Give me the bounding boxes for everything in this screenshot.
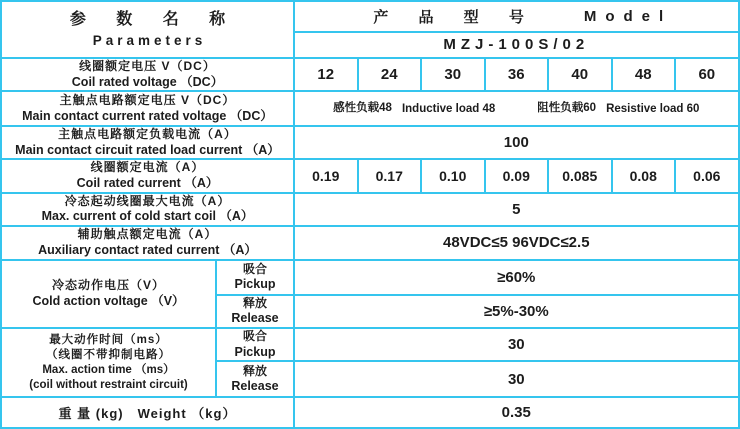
- auxiliary-contact-current-label-zh: 辅助触点额定电流（A）: [77, 227, 218, 242]
- max-action-time-label-zh2: （线圈不带抑制电路）: [46, 349, 171, 362]
- main-contact-load-current-value: 100: [294, 126, 739, 159]
- cold-action-pickup-subheader: [216, 260, 294, 295]
- main-contact-voltage-label-en: Main contact current rated voltage （DC）: [22, 108, 273, 123]
- release-label-zh: 释放: [242, 295, 267, 310]
- cold-action-voltage-label-en: Cold action voltage （V）: [32, 293, 185, 308]
- coil-current-value: 0.08: [612, 159, 676, 192]
- model-number-cell: [294, 32, 739, 58]
- weight-label: 重 量 (kg) Weight （kg）: [58, 405, 237, 421]
- cold-start-current-label: [1, 193, 294, 226]
- resistive-load-en: Resistive load 60: [606, 102, 700, 115]
- max-action-pickup-value: 30: [294, 328, 739, 361]
- coil-rated-current-label-zh: 线圈额定电流（A）: [90, 160, 205, 175]
- cold-action-release-value: ≥5%-30%: [294, 295, 739, 328]
- coil-current-value: 0.09: [485, 159, 549, 192]
- max-action-time-label-en2: (coil without restraint circuit): [29, 378, 188, 391]
- main-contact-voltage-label: [1, 91, 294, 126]
- max-action-time-label: [1, 328, 216, 397]
- main-contact-voltage-label-zh: 主触点电路额定电压 V（DC）: [59, 93, 236, 108]
- main-contact-load-current-label: [1, 126, 294, 159]
- cold-start-current-row: [1, 193, 739, 226]
- coil-rated-voltage-row: [1, 58, 739, 91]
- cold-action-voltage-pickup-row: [1, 260, 739, 295]
- inductive-load-en: Inductive load 48: [401, 102, 496, 115]
- coil-rated-voltage-label-zh: 线圈额定电压 V（DC）: [79, 59, 216, 73]
- pickup-label-en: Pickup: [234, 277, 276, 292]
- coil-current-value: 0.17: [358, 159, 422, 192]
- model-title-en: Model: [583, 8, 673, 25]
- coil-voltage-value: 48: [612, 58, 676, 91]
- cold-start-current-value: 5: [294, 193, 739, 226]
- coil-rated-current-label: [1, 159, 294, 192]
- coil-rated-current-label-en: Coil rated current （A）: [76, 176, 219, 191]
- coil-voltage-value: 30: [421, 58, 485, 91]
- max-action-pickup-subheader: [216, 328, 294, 361]
- parameters-title-zh: 参 数 名 称: [69, 11, 239, 29]
- model-number: MZJ-100S/02: [443, 36, 590, 53]
- coil-rated-current-row: [1, 159, 739, 192]
- coil-voltage-value: 24: [358, 58, 422, 91]
- main-contact-voltage-row: [1, 91, 739, 126]
- coil-voltage-value: 36: [485, 58, 549, 91]
- inductive-load-zh: 感性负载48: [333, 102, 392, 115]
- cold-action-release-subheader: [216, 295, 294, 328]
- pickup-label-zh: 吸合: [242, 261, 267, 276]
- cold-start-current-label-zh: 冷态起动线圈最大电流（A）: [64, 193, 231, 208]
- main-contact-load-current-label-zh: 主触点电路额定负载电流（A）: [58, 127, 237, 142]
- release-label-en: Release: [231, 379, 279, 394]
- max-action-time-label-en: Max. action time （ms）: [42, 364, 175, 377]
- main-contact-load-current-label-en: Main contact circuit rated load current （A）: [15, 142, 280, 157]
- coil-voltage-value: 12: [294, 58, 358, 91]
- cold-action-pickup-value: ≥60%: [294, 260, 739, 295]
- pickup-label-zh: 吸合: [242, 329, 267, 344]
- coil-current-value: 0.06: [675, 159, 739, 192]
- cold-start-current-label-en: Max. current of cold start coil （A）: [41, 209, 254, 224]
- parameters-title-en: Parameters: [92, 33, 207, 49]
- weight-row: [1, 397, 739, 428]
- auxiliary-contact-current-label: [1, 226, 294, 260]
- coil-voltage-value: 40: [548, 58, 612, 91]
- auxiliary-contact-current-label-en: Auxiliary contact rated current （A）: [38, 242, 257, 257]
- resistive-load-zh: 阻性负载60: [537, 102, 597, 115]
- main-contact-voltage-value: [294, 91, 739, 126]
- coil-current-value: 0.19: [294, 159, 358, 192]
- coil-rated-voltage-label: [1, 58, 294, 91]
- max-action-release-subheader: [216, 361, 294, 397]
- weight-value: 0.35: [294, 397, 739, 428]
- cold-action-voltage-label-zh: 冷态动作电压（V）: [51, 278, 165, 293]
- pickup-label-en: Pickup: [234, 344, 276, 359]
- coil-rated-voltage-label-en: Coil rated voltage （DC）: [71, 74, 224, 89]
- coil-voltage-value: 60: [675, 58, 739, 91]
- max-action-time-label-zh: 最大动作时间（ms）: [49, 334, 168, 347]
- cold-action-voltage-label: [1, 260, 216, 328]
- coil-current-value: 0.10: [421, 159, 485, 192]
- auxiliary-contact-current-row: [1, 226, 739, 260]
- max-action-release-value: 30: [294, 361, 739, 397]
- header-row: [1, 1, 739, 32]
- coil-current-value: 0.085: [548, 159, 612, 192]
- auxiliary-contact-current-value: 48VDC≤5 96VDC≤2.5: [294, 226, 739, 260]
- release-label-zh: 释放: [242, 363, 267, 378]
- release-label-en: Release: [231, 311, 279, 326]
- parameters-header-cell: [1, 1, 294, 58]
- model-title-zh: 产 品 型 号: [373, 9, 537, 26]
- main-contact-load-current-row: [1, 126, 739, 159]
- max-action-time-pickup-row: [1, 328, 739, 361]
- model-header-cell: [294, 1, 739, 32]
- weight-label-cell: [1, 397, 294, 428]
